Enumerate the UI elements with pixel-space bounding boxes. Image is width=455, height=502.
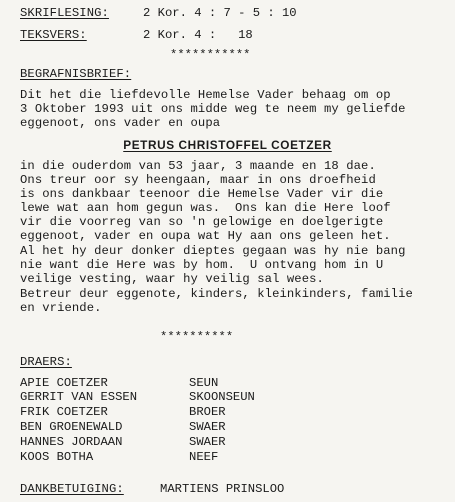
intro-line: Dit het die liefdevolle Hemelse Vader behaag om op [20,88,391,102]
body-line: lewe wat aan hom gegun was. Ons kan die Here loof [20,201,391,215]
separator-stars-bottom: ********** [160,330,234,344]
bearer-name: HANNES JORDAAN [20,435,123,449]
body-line: en vriende. [20,301,102,315]
bearer-relation: SKOONSEUN [189,390,255,404]
bearer-relation: SWAER [189,420,226,434]
bearer-relation: NEEF [189,450,219,464]
body-line: in die ouderdom van 53 jaar, 3 maande en 18 dae. [20,159,376,173]
bearer-name: BEN GROENEWALD [20,420,123,434]
bearer-name: APIE COETZER [20,376,108,390]
bearer-relation: BROER [189,405,226,419]
skriflesing-value: 2 Kor. 4 : 7 - 5 : 10 [143,6,297,20]
bearer-relation: SEUN [189,376,219,390]
intro-line: eggenoot, ons vader en oupa [20,116,221,130]
body-line: Ons treur oor sy heengaan, maar in ons droefheid [20,173,376,187]
dankbetuiging-label: DANKBETUIGING: [20,482,124,496]
body-line: Al het hy deur donker dieptes gegaan was hy nie bang [20,244,406,258]
bearer-name: GERRIT VAN ESSEN [20,390,138,404]
draers-heading: DRAERS: [20,355,72,369]
body-line: Betreur deur eggenote, kinders, kleinkinders, familie [20,287,413,301]
deceased-name: PETRUS CHRISTOFFEL COETZER [123,138,332,152]
intro-line: 3 Oktober 1993 uit ons midde weg te neem my geliefde [20,102,406,116]
bearer-name: KOOS BOTHA [20,450,94,464]
begrafnisbrief-heading: BEGRAFNISBRIEF: [20,67,132,81]
bearer-name: FRIK COETZER [20,405,108,419]
body-line: veilige vesting, waar hy veilig sal wees. [20,272,324,286]
bearer-relation: SWAER [189,435,226,449]
body-line: nie want die Here was by hom. U ontvang hom in U [20,258,384,272]
separator-stars-top: *********** [170,48,251,62]
body-line: vir die voorreg van so 'n gelowige en doelgerigte [20,215,384,229]
skriflesing-label: SKRIFLESING: [20,6,109,20]
body-line: eggenoot, vader en oupa wat Hy aan ons geleen het. [20,229,391,243]
teksvers-label: TEKSVERS: [20,28,87,42]
teksvers-value: 2 Kor. 4 : 18 [143,28,253,42]
body-line: is ons dankbaar teenoor die Hemelse Vader vir die [20,187,384,201]
dankbetuiging-value: MARTIENS PRINSLOO [160,482,285,496]
